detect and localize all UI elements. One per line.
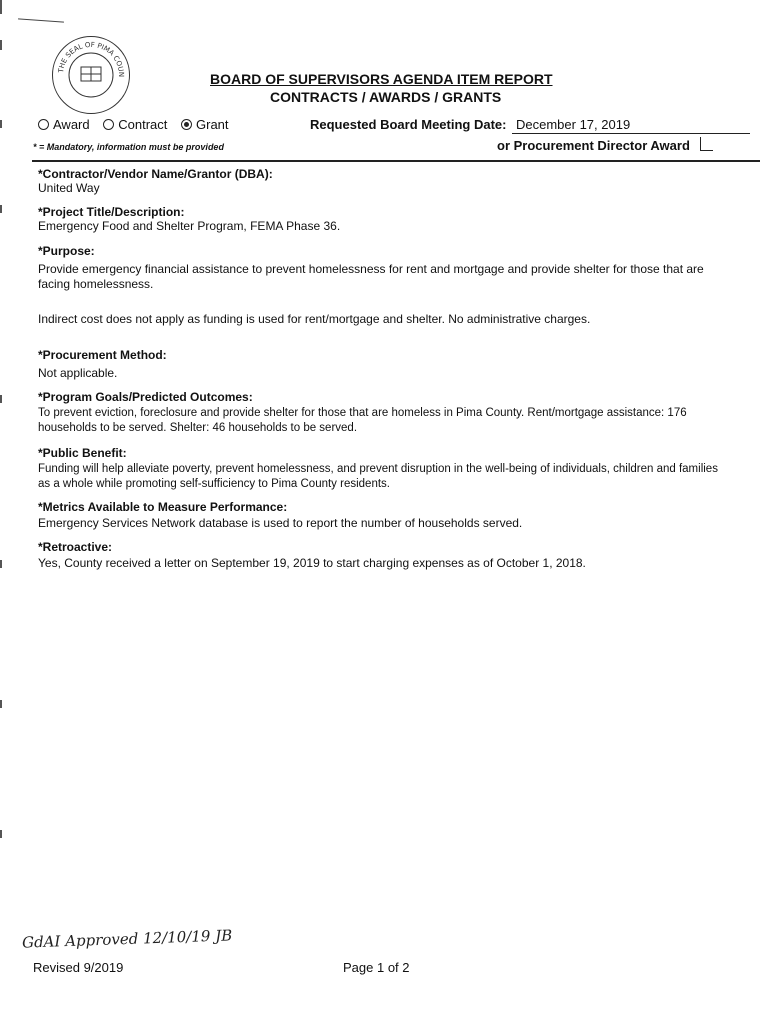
scan-edge-mark bbox=[0, 560, 2, 568]
vendor-label: *Contractor/Vendor Name/Grantor (DBA): bbox=[38, 167, 273, 181]
scan-edge-mark bbox=[0, 830, 2, 838]
metrics-value: Emergency Services Network database is used to report the number of households served. bbox=[38, 516, 523, 530]
radio-award[interactable] bbox=[38, 117, 90, 132]
type-radio-group bbox=[38, 117, 239, 132]
radio-contract[interactable] bbox=[103, 117, 167, 132]
radio-circle-icon bbox=[103, 119, 114, 130]
radio-label: Award bbox=[53, 117, 90, 132]
scan-edge-mark bbox=[0, 120, 2, 128]
radio-label: Grant bbox=[196, 117, 229, 132]
scan-edge-mark bbox=[0, 0, 2, 14]
procurement-value: Not applicable. bbox=[38, 366, 118, 380]
header-divider bbox=[32, 160, 760, 162]
scan-edge-mark bbox=[0, 700, 2, 708]
scan-stroke bbox=[18, 18, 64, 22]
purpose-label: *Purpose: bbox=[38, 244, 95, 258]
benefit-value: Funding will help alleviate poverty, prevent homelessness, and prevent disruption in the well-being of individuals, children and families as a whole while promoting self-sufficiency to Pima County residents. bbox=[38, 463, 718, 490]
radio-grant[interactable] bbox=[181, 117, 229, 132]
procurement-award-label: or Procurement Director Award bbox=[497, 138, 690, 153]
handwritten-approval: GdAI Approved 12/10/19 JB bbox=[21, 926, 233, 952]
radio-label: Contract bbox=[118, 117, 168, 132]
project-label: *Project Title/Description: bbox=[38, 205, 185, 219]
scan-edge-mark bbox=[0, 40, 2, 50]
meeting-date-label: Requested Board Meeting Date: bbox=[310, 117, 507, 132]
revised-date: Revised 9/2019 bbox=[33, 960, 124, 975]
metrics-label: *Metrics Available to Measure Performance: bbox=[38, 500, 288, 514]
project-value: Emergency Food and Shelter Program, FEMA Phase 36. bbox=[38, 219, 341, 233]
meeting-date-value[interactable]: December 17, 2019 bbox=[516, 117, 631, 132]
goals-value: To prevent eviction, foreclosure and provide shelter for those that are homeless in Pima County. Rent/mortgage assistance: 176 households to be served. Shelter: 46 households to be served. bbox=[38, 407, 687, 434]
benefit-label: *Public Benefit: bbox=[38, 446, 127, 460]
vendor-value: United Way bbox=[38, 181, 100, 195]
scan-edge-mark bbox=[0, 395, 2, 403]
report-subtitle: CONTRACTS / AWARDS / GRANTS bbox=[270, 89, 502, 105]
scan-edge-mark bbox=[0, 205, 2, 213]
meeting-date-underline bbox=[512, 133, 750, 134]
procurement-award-checkbox[interactable] bbox=[700, 137, 713, 151]
radio-selected-icon bbox=[181, 119, 192, 130]
county-seal bbox=[52, 36, 130, 114]
procurement-label: *Procurement Method: bbox=[38, 348, 167, 362]
page-number: Page 1 of 2 bbox=[343, 960, 410, 975]
goals-label: *Program Goals/Predicted Outcomes: bbox=[38, 390, 253, 404]
report-title: BOARD OF SUPERVISORS AGENDA ITEM REPORT bbox=[210, 71, 553, 87]
mandatory-note: * = Mandatory, information must be provided bbox=[33, 142, 224, 152]
radio-circle-icon bbox=[38, 119, 49, 130]
retroactive-value: Yes, County received a letter on September 19, 2019 to start charging expenses as of October 1, 2018. bbox=[38, 556, 586, 570]
svg-text:THE SEAL OF PIMA COUNTY ARIZON: THE SEAL OF PIMA COUN bbox=[57, 40, 126, 78]
purpose-value: Provide emergency financial assistance to prevent homelessness for rent and mortgage and provide shelter for those that are facing homelessness. bbox=[38, 262, 704, 291]
purpose-note: Indirect cost does not apply as funding is used for rent/mortgage and shelter. No administrative charges. bbox=[38, 312, 591, 326]
retroactive-label: *Retroactive: bbox=[38, 540, 113, 554]
